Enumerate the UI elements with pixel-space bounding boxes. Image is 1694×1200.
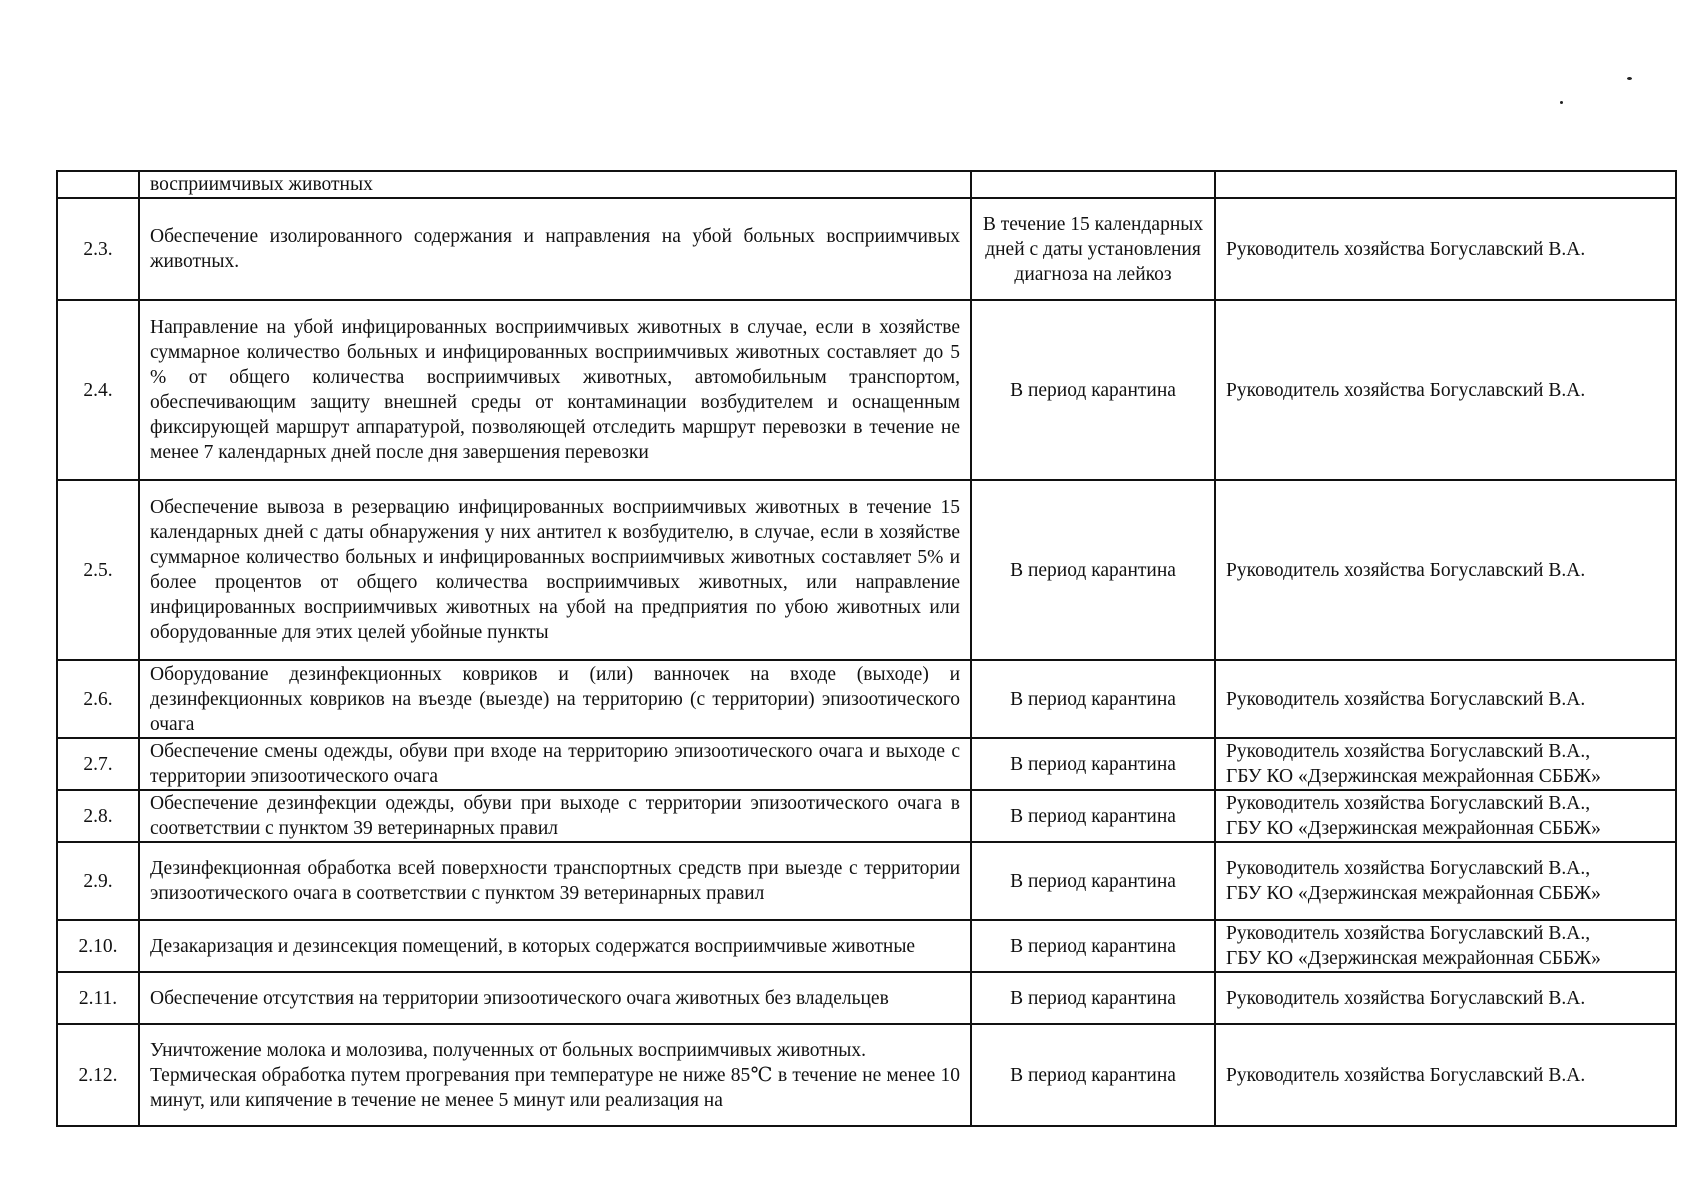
- responsible-cell: Руководитель хозяйства Богуславский В.А., ГБУ КО «Дзержинская межрайонная СББЖ»: [1215, 738, 1676, 790]
- term-cell: В период карантина: [971, 1024, 1215, 1126]
- term-cell: В период карантина: [971, 480, 1215, 660]
- responsible-cell: [1215, 171, 1676, 198]
- row-number-cell: 2.6.: [57, 660, 139, 738]
- term-cell: В период карантина: [971, 738, 1215, 790]
- row-number-cell: 2.9.: [57, 842, 139, 920]
- action-paragraph: восприимчивых животных: [150, 174, 373, 195]
- term-cell: В период карантина: [971, 300, 1215, 480]
- row-number-cell: 2.11.: [57, 972, 139, 1024]
- table-row: [57, 300, 1676, 480]
- action-cell: [139, 790, 971, 842]
- action-cell: [139, 920, 971, 972]
- measures-table: [56, 170, 1677, 1127]
- table-row: [57, 1024, 1676, 1126]
- row-number-cell: 2.10.: [57, 920, 139, 972]
- table-row: [57, 842, 1676, 920]
- row-number-cell: 2.4.: [57, 300, 139, 480]
- row-number-cell: 2.12.: [57, 1024, 139, 1126]
- table-row: [57, 480, 1676, 660]
- action-paragraph: Дезакаризация и дезинсекция помещений, в которых содержатся восприимчивые животные: [150, 935, 916, 957]
- term-cell: В период карантина: [971, 972, 1215, 1024]
- table-row: [57, 738, 1676, 790]
- responsible-cell: Руководитель хозяйства Богуславский В.А., ГБУ КО «Дзержинская межрайонная СББЖ»: [1215, 790, 1676, 842]
- responsible-cell: Руководитель хозяйства Богуславский В.А.: [1215, 660, 1676, 738]
- action-paragraph: Обеспечение дезинфекции одежды, обуви при выходе с территории эпизоотического очага в соответствии с пунктом 39 ветеринарных правил: [150, 793, 960, 839]
- row-number-cell: 2.3.: [57, 198, 139, 300]
- table-row: [57, 972, 1676, 1024]
- responsible-cell: Руководитель хозяйства Богуславский В.А.: [1215, 972, 1676, 1024]
- action-paragraph: Термическая обработка путем прогревания при температуре не ниже 85℃ в течение не менее 10 минут, или кипячение в течение не менее 5 минут или реализация на: [150, 1064, 960, 1111]
- table-row: [57, 198, 1676, 300]
- action-paragraph: Уничтожение молока и молозива, полученных от больных восприимчивых животных.: [150, 1039, 866, 1061]
- table-row: [57, 660, 1676, 738]
- action-paragraph: Дезинфекционная обработка всей поверхности транспортных средств при выезде с территории эпизоотического очага в соответствии с пунктом 39 ветеринарных правил: [150, 858, 960, 904]
- row-number-cell: 2.8.: [57, 790, 139, 842]
- action-paragraph: Обеспечение смены одежды, обуви при входе на территорию эпизоотического очага и выходе с территории эпизоотического очага: [150, 741, 960, 787]
- responsible-cell: Руководитель хозяйства Богуславский В.А.: [1215, 480, 1676, 660]
- scan-speck: [1560, 101, 1563, 104]
- scan-speck: [1627, 77, 1632, 80]
- action-cell: [139, 972, 971, 1024]
- measures-table-body: [57, 171, 1676, 1126]
- action-cell: [139, 738, 971, 790]
- action-paragraph: Обеспечение отсутствия на территории эпизоотического очага животных без владельцев: [150, 987, 889, 1009]
- action-cell: [139, 1024, 971, 1126]
- action-paragraph: Обеспечение вывоза в резервацию инфицированных восприимчивых животных в течение 15 календарных дней с даты обнаружения у них антител к возбудителю, в случае, если в хозяйстве суммарное количество больных и инфицированных восприимчивых животных составляет 5% и более процентов от общего количества восприимчивых животных, или направление инфицированных восприимчивых животных на убой на предприятия по убою животных или оборудованные для этих целей убойные пункты: [150, 497, 960, 643]
- row-number-cell: 2.5.: [57, 480, 139, 660]
- action-cell: [139, 842, 971, 920]
- responsible-cell: Руководитель хозяйства Богуславский В.А., ГБУ КО «Дзержинская межрайонная СББЖ»: [1215, 842, 1676, 920]
- term-cell: [971, 171, 1215, 198]
- action-paragraph: Направление на убой инфицированных восприимчивых животных в случае, если в хозяйстве суммарное количество больных и инфицированных восприимчивых животных составляет до 5 % от общего количества восприимчивых животных, автомобильным транспортом, обеспечивающим защиту внешней среды от контаминации возбудителем и оснащенным фиксирующей маршрут аппаратурой, позволяющей отследить маршрут перевозки в течение не менее 7 календарных дней после дня завершения перевозки: [150, 317, 960, 463]
- action-paragraph: Обеспечение изолированного содержания и направления на убой больных восприимчивых животных.: [150, 226, 960, 272]
- table-row: [57, 920, 1676, 972]
- responsible-cell: Руководитель хозяйства Богуславский В.А.: [1215, 1024, 1676, 1126]
- action-cell: [139, 480, 971, 660]
- term-cell: В течение 15 календарных дней с даты установления диагноза на лейкоз: [971, 198, 1215, 300]
- row-number-cell: 2.7.: [57, 738, 139, 790]
- action-cell: [139, 660, 971, 738]
- term-cell: В период карантина: [971, 660, 1215, 738]
- table-row: [57, 171, 1676, 198]
- action-paragraph: Оборудование дезинфекционных ковриков и (или) ванночек на входе (выходе) и дезинфекционных ковриков на въезде (выезде) на территорию (с территории) эпизоотического очага: [150, 663, 960, 735]
- action-cell: [139, 300, 971, 480]
- action-cell: [139, 198, 971, 300]
- term-cell: В период карантина: [971, 790, 1215, 842]
- action-cell: [139, 171, 971, 198]
- responsible-cell: Руководитель хозяйства Богуславский В.А.: [1215, 300, 1676, 480]
- responsible-cell: Руководитель хозяйства Богуславский В.А., ГБУ КО «Дзержинская межрайонная СББЖ»: [1215, 920, 1676, 972]
- term-cell: В период карантина: [971, 842, 1215, 920]
- term-cell: В период карантина: [971, 920, 1215, 972]
- row-number-cell: [57, 171, 139, 198]
- table-row: [57, 790, 1676, 842]
- responsible-cell: Руководитель хозяйства Богуславский В.А.: [1215, 198, 1676, 300]
